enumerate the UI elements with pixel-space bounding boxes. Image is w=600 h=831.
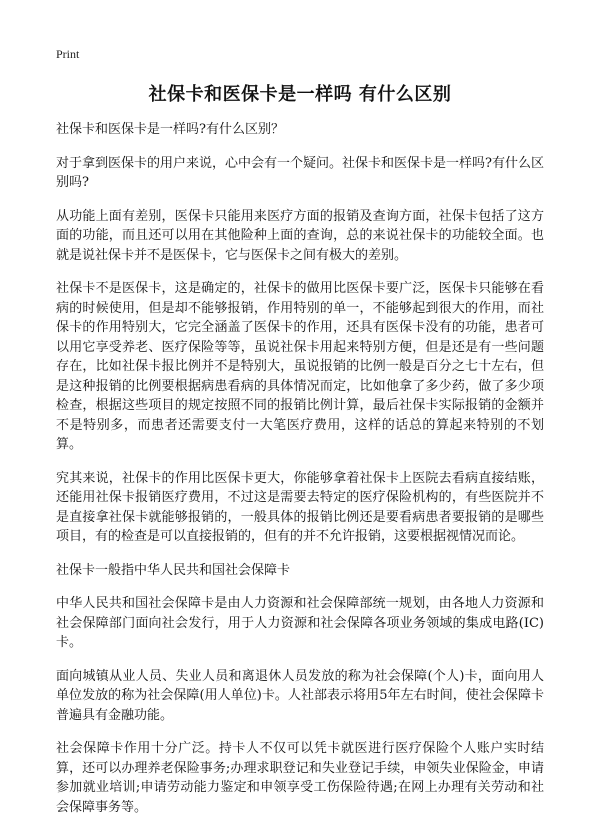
article-paragraph: 中华人民共和国社会保障卡是由人力资源和社会保障部统一规划，由各地人力资源和社会保障部门面向社会发行，用于人力资源和社会保障各项业务领域的集成电路(IC)卡。 <box>56 596 544 650</box>
page-title: 社保卡和医保卡是一样吗 有什么区别 <box>148 84 452 105</box>
article-subheading: 社保卡一般指中华人民共和国社会保障卡 <box>56 562 291 578</box>
article-paragraph: 从功能上面有差别，医保卡只能用来医疗方面的报销及查询方面，社保卡包括了这方面的功能，而且还可以用在其他险种上面的查询，总的来说社保卡的功能较全面。也就是说社保卡并不是医保卡，它与医保卡之间有极大的差别。 <box>56 208 544 263</box>
article-paragraph: 社保卡和医保卡是一样吗?有什么区别？ <box>56 122 284 137</box>
article-paragraph: 社会保障卡作用十分广泛。持卡人不仅可以凭卡就医进行医疗保险个人账户实时结算，还可以办理养老保险事务;办理求职登记和失业登记手续，申领失业保险金，申请参加就业培训;申请劳动能力鉴定和申领享受工伤保险待遇;在网上办理有关劳动和社会保障事务等。 <box>56 741 544 815</box>
article-body <box>56 120 544 831</box>
article-paragraph: 社保卡不是医保卡，这是确定的，社保卡的做用比医保卡要广泛，医保卡只能够在看病的时候使用，但是却不能够报销，作用特别的单一，不能够起到很大的作用，而社保卡的作用特别大，它完全涵盖了医保卡的作用，还具有医保卡没有的功能，患者可以用它享受养老、医疗保险等等，虽说社保卡用起来特别方便，但是还是有一些问题存在，比如社保卡报比例并不是特别大，虽说报销的比例一般是百分之七十左右，但是这种报销的比例要根据病患看病的具体情况而定，比如他拿了多少药，做了多少项检查，根据这些项目的规定按照不同的报销比例计算，最后社保卡实际报销的金额并不是特别多，而患者还需要支付一大笔医疗费用，这样的话总的算起来特别的不划算。 <box>56 281 544 452</box>
article-paragraph: 对于拿到医保卡的用户来说，心中会有一个疑问。社保卡和医保卡是一样吗?有什么区别吗? <box>56 155 544 190</box>
article-paragraph: 面向城镇从业人员、失业人员和离退休人员发放的称为社会保障(个人)卡，面向用人单位发放的称为社会保障(用人单位)卡。人社部表示将用5年左右时间，使社会保障卡普遍具有金融功能。 <box>56 668 544 723</box>
print-link[interactable]: Print <box>56 47 80 61</box>
article-paragraph: 究其来说，社保卡的作用比医保卡更大，你能够拿着社保卡上医院去看病直接结账，还能用社保卡报销医疗费用，不过这是需要去特定的医疗保险机构的，有些医院并不是直接拿社保卡就能够报销的，一般具体的报销比例还是要看病患者要报销的是哪些项目，有的检查是可以直接报销的，但有的并不允许报销，这要根据视情况而论。 <box>56 470 544 544</box>
